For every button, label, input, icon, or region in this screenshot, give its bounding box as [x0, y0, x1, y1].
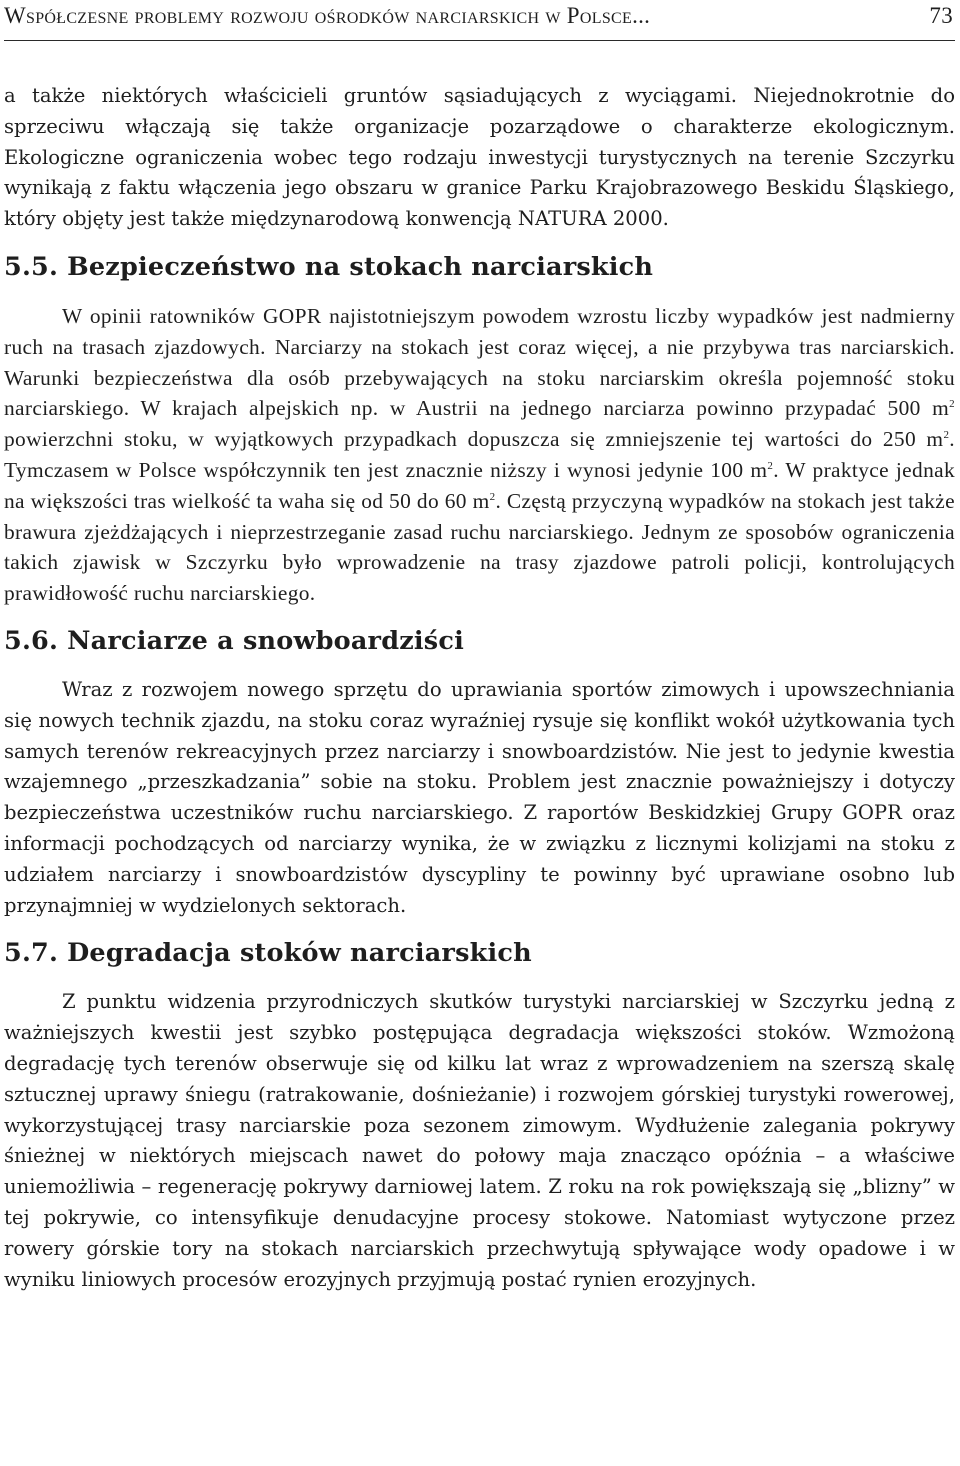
section-heading-5-6: 5.6. Narciarze a snowboardziści [4, 625, 464, 656]
section-5-5-text-part-4: . W praktyce jednak na większości tras wielkość ta waha się od 50 do 60 m [4, 457, 956, 513]
section-5-5-paragraph [4, 301, 955, 609]
superscript-2: 2 [767, 459, 774, 472]
section-heading-5-7: 5.7. Degradacja stoków narciarskich [4, 938, 532, 969]
section-5-5-text-part-5: . Częstą przyczyną wypadków na stokach jest także brawura zjeżdżających i nieprzestrzeganie zasad ruchu narciarskiego. Jednym ze sposobów ograniczenia takich zjawisk w Szczyrku było wprowadzenie na trasy zjazdowe patroli policji, kontrolujących prawidłowość ruchu narciarskiego. [4, 488, 955, 606]
section-5-7-paragraph: Z punktu widzenia przyrodniczych skutków turystyki narciarskiej w Szczyrku jedną z ważniejszych kwestii jest szybko postępująca degradacja większości stoków. Wzmożoną degradację tych terenów obserwuje się od kilku lat wraz z wprowadzeniem na szerszą skalę sztucznej uprawy śniegu (ratrakowanie, dośnieżanie) i rozwojem górskiej turystyki rowerowej, wykorzystującej trasy narciarskie poza sezonem zimowym. Wydłużenie zalegania pokrywy śnieżnej w niektórych miejscach nawet do połowy maja znacząco opóźnia – a właściwe uniemożliwia – regenerację pokrywy darniowej latem. Z roku na rok powiększają się „blizny” w tej pokrywie, co intensyfikuje denudacyjne procesy stokowe. Natomiast wytyczone przez rowery górskie tory na stokach narciarskich przechwytują spływające wody opadowe i w wyniku liniowych procesów erozyjnych przyjmują postać rynien erozyjnych. [4, 990, 955, 1291]
intro-paragraph: a także niektórych właścicieli gruntów sąsiadujących z wyciągami. Niejednokrotnie do sprzeciwu włączają się także organizacje pozarządowe o charakterze ekologicznym. Ekologiczne ograniczenia wobec tego rodzaju inwestycji turystycznych na terenie Szczyrku wynikają z faktu włączenia jego obszaru w granice Parku Krajobrazowego Beskidu Śląskiego, który objęty jest także międzynarodową konwencją NATURA 2000. [4, 84, 955, 231]
running-header-title: Współczesne problemy rozwoju ośrodków narciarskich w Polsce... [4, 3, 651, 28]
section-5-5-text-part-3: . Tymczasem w Polsce współczynnik ten jest znacznie niższy i wynosi jedynie 100 m [4, 427, 955, 482]
page-number: 73 [929, 3, 953, 28]
running-header [4, 0, 955, 41]
superscript-2: 2 [949, 398, 955, 411]
section-5-5-text-part-1: W opinii ratowników GOPR najistotniejszym powodem wzrostu liczby wypadków jest nadmierny ruch na trasach zjazdowych. Narciarzy na stokach jest coraz więcej, a nie przybywa tras narciarskich. Warunki bezpieczeństwa dla osób przebywających na stoku narciarskim określa pojemność stoku narciarskiego. W krajach alpejskich np. w Austrii na jednego narciarza powinno przypadać 500 m [4, 303, 955, 421]
section-5-5-text-part-2: powierzchni stoku, w wyjątkowych przypadkach dopuszcza się zmniejszenie tej wartości do 250 m [4, 427, 944, 452]
page [4, 0, 955, 1295]
superscript-2: 2 [943, 429, 950, 442]
section-heading-5-5: 5.5. Bezpieczeństwo na stokach narciarskich [4, 251, 654, 282]
superscript-2: 2 [489, 490, 496, 503]
section-5-6-paragraph: Wraz z rozwojem nowego sprzętu do uprawiania sportów zimowych i upowszechniania się nowych technik zjazdu, na stoku coraz wyraźniej rysuje się konflikt wokół użytkowania tych samych terenów rekreacyjnych przez narciarzy i snowboardzistów. Nie jest to jedynie kwestia wzajemnego „przeszkadzania” sobie na stoku. Problem jest znacznie poważniejszy i dotyczy bezpieczeństwa uczestników ruchu narciarskiego. Z raportów Beskidzkiej Grupy GOPR oraz informacji pochodzących od narciarzy wynika, że w związku z licznymi kolizjami na stoku z udziałem narciarzy i snowboardzistów dyscypliny te powinny być uprawiane osobno lub przynajmniej w wydzielonych sektorach. [4, 677, 955, 917]
